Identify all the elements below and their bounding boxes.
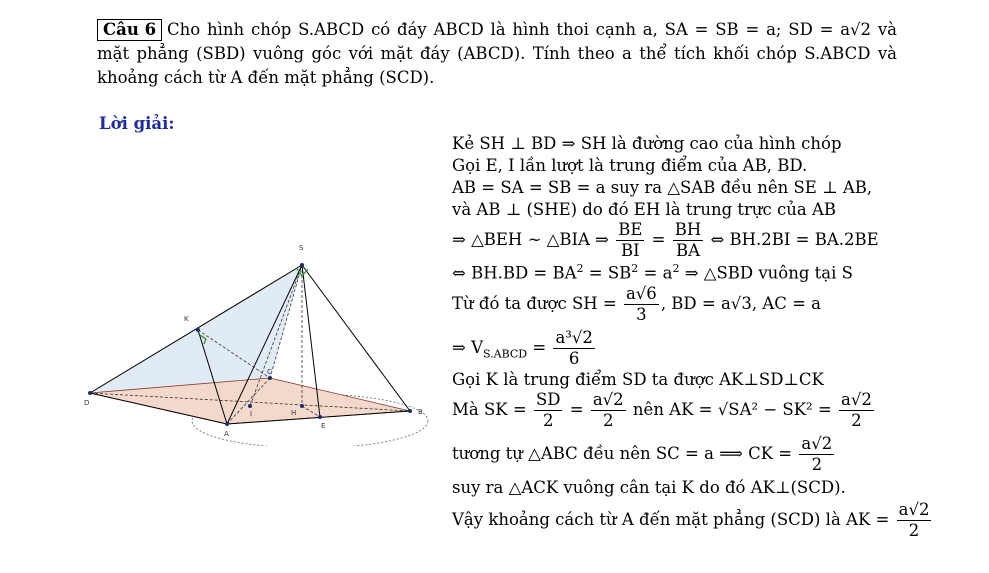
exponent: 2 [576,262,584,275]
point-b [408,409,412,413]
fraction-bh-ba [673,220,704,261]
solution-line-8 [452,328,597,369]
text-5b: ⇔ BH.2BI = BA.2BE [710,230,879,249]
solution-heading: Lời giải: [99,114,175,133]
solution-line-13 [452,500,933,541]
solution-line-6 [452,262,853,283]
frac-num: a√2 [592,390,624,409]
subscript: S.ABCD [483,347,528,361]
solution-line-9: Gọi K là trung điểm SD ta được AK⊥SD⊥CK [452,370,824,389]
text-11a: tương tự △ABC đều nên SC = a ⟹ CK = [452,444,793,463]
label-c: C [267,368,272,376]
frac-den: 2 [851,411,862,430]
exponent: 2 [672,262,680,275]
label-d: D [84,399,90,407]
solution-line-10 [452,390,876,431]
frac-num: a√2 [841,390,872,409]
fraction-sd [534,390,563,431]
equals-sign: = [651,230,666,249]
frac-den: 3 [636,305,647,324]
solution-line-11 [452,434,836,475]
frac-num: SD [535,390,561,409]
frac-num: BE [618,220,643,239]
frac-num: a√6 [625,284,657,303]
fraction-sk [591,390,626,431]
solution-line-7 [452,284,821,325]
fraction-sh [624,284,659,325]
label-i: I [250,410,253,418]
text-7a: Từ đó ta được SH = [452,294,617,313]
solution-line-2: Gọi E, I lần lượt là trung điểm của AB, BD. [452,156,808,175]
text-7b: , BD = a√3, AC = a [660,294,822,313]
text-6c: = a [638,263,673,283]
text-6b: = SB [583,263,632,283]
frac-den: 6 [568,349,580,368]
solution-line-5 [452,220,879,261]
label-k: K [184,315,189,323]
point-i [248,404,252,408]
exponent: 2 [631,262,639,275]
text-5a: ⇒ △BEH ∼ △BIA ⇒ [452,230,609,249]
problem-statement [97,18,897,90]
text-6a: ⇔ BH.BD = BA [452,263,577,283]
point-a [225,422,229,426]
text-13a: Vậy khoảng cách từ A đến mặt phẳng (SCD) là AK = [452,510,890,529]
text-10b: nên AK = [632,400,713,419]
label-a: A [224,430,229,438]
point-e [318,415,322,419]
frac-den: 2 [908,521,920,540]
equals-sign: = [817,400,832,419]
label-e: E [321,422,326,430]
label-b: B [418,408,423,416]
point-s [300,263,304,267]
fraction-answer [897,500,932,541]
question-text: Cho hình chóp S.ABCD có đáy ABCD là hình thoi cạnh a, SA = SB = a; SD = a√2 và mặt phẳng (SBD) vuông góc với mặt đáy (ABCD). Tính theo a thể tích khối chóp S.ABCD và khoảng cách từ A đến mặt phẳng (SCD). [97,20,897,87]
point-h [300,404,304,408]
solution-line-4: và AB ⊥ (SHE) do đó EH là trung trực của AB [452,200,837,219]
frac-den: BA [675,241,700,260]
pyramid-figure [80,236,430,446]
question-label: Câu 6 [97,19,162,41]
frac-num: BH [674,220,702,239]
solution-line-12: suy ra △ACK vuông cân tại K do đó AK⊥(SCD). [452,478,846,497]
point-c [268,376,272,380]
frac-num: a√2 [898,500,930,519]
label-h: H [291,409,297,417]
solution-line-3: AB = SA = SB = a suy ra △SAB đều nên SE ⊥ AB, [452,178,873,197]
point-k [196,328,200,332]
text-10a: Mà SK = [452,400,527,419]
fraction-ck [799,434,834,475]
frac-den: 2 [542,411,554,430]
text-8a: ⇒ V [452,338,483,357]
solution-line-1: Kẻ SH ⊥ BD ⇒ SH là đường cao của hình chóp [452,134,842,153]
point-d [88,391,92,395]
fraction-volume [553,328,594,369]
fraction-ak [839,390,874,431]
text-8eq: = [527,338,547,357]
fraction-be-bi [616,220,644,261]
frac-num: a³√2 [555,328,593,347]
frac-num: a√2 [801,434,833,453]
sqrt-expression: √SA² − SK² [717,400,813,419]
equals-sign: = [569,400,584,419]
text-6d: ⇒ △SBD vuông tại S [679,263,853,283]
frac-den: BI [620,241,640,260]
frac-den: 2 [811,455,823,474]
label-s: S [299,244,304,252]
frac-den: 2 [602,411,614,430]
